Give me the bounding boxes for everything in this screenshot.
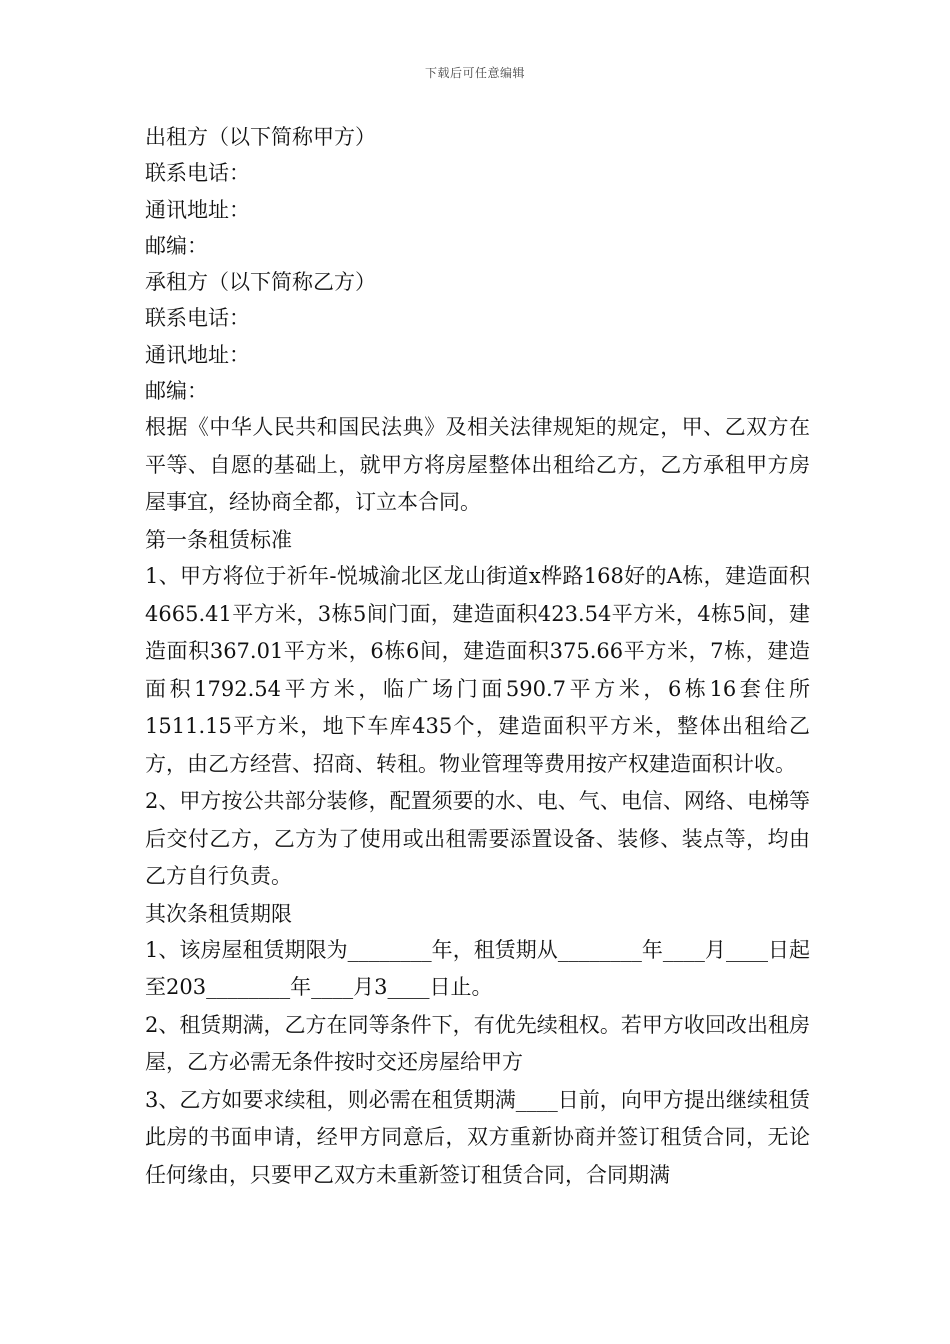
lessee-address-label: 通讯地址： [145,342,250,367]
lessor-postcode-label: 邮编： [145,233,208,258]
article-1-title: 第一条租赁标准 [145,527,292,552]
lessee-phone-label: 联系电话： [145,306,250,331]
lessor-address-label: 通讯地址： [145,197,250,222]
article-2-clause-1: 1、该房屋租赁期限为________年，租赁期从________年____月____日起至203________年____月3____日止。 [145,937,810,1000]
article-2-title: 其次条租赁期限 [145,901,292,926]
article-2-clause-2: 2、租赁期满，乙方在同等条件下，有优先续租权。若甲方收回改出租房屋，乙方必需无条件按时交还房屋给甲方 [145,1012,810,1075]
document-body [145,119,810,1194]
page-header: 下载后可任意编辑 [424,66,525,80]
lessee-postcode-label: 邮编： [145,379,208,404]
lessor-title: 出租方（以下简称甲方） [145,125,376,149]
article-2-clause-3: 3、乙方如要求续租，则必需在租赁期满____日前，向甲方提出继续租赁此房的书面申请，经甲方同意后，双方重新协商并签订租赁合同，无论任何缘由，只要甲乙双方未重新签订租赁合同，合同期满 [145,1087,810,1187]
intro-paragraph: 根据《中华人民共和国民法典》及相关法律规矩的规定，甲、乙双方在平等、自愿的基础上，就甲方将房屋整体出租给乙方，乙方承租甲方房屋事宜，经协商全都，订立本合同。 [145,415,810,515]
lessor-phone-label: 联系电话： [145,161,250,186]
lessee-title: 承租方（以下简称乙方） [145,270,376,295]
article-1-clause-1: 1、甲方将位于祈年-悦城渝北区龙山街道x桦路168好的A栋，建造面积4665.41平方米，3栋5间门面，建造面积423.54平方米，4栋5间，建造面积367.01平方米，6栋6间，建造面积375.66平方米，7栋，建造面积1792.54平方米，临广场门面590.7平方米，6栋16套住所1511.15平方米，地下车库435个，建造面积平方米，整体出租给乙方，由乙方经营、招商、转租。物业管理等费用按产权建造面积计收。 [145,564,810,776]
article-1-clause-2: 2、甲方按公共部分装修，配置须要的水、电、气、电信、网络、电梯等后交付乙方，乙方为了使用或出租需要添置设备、装修、装点等，均由乙方自行负责。 [145,789,810,889]
